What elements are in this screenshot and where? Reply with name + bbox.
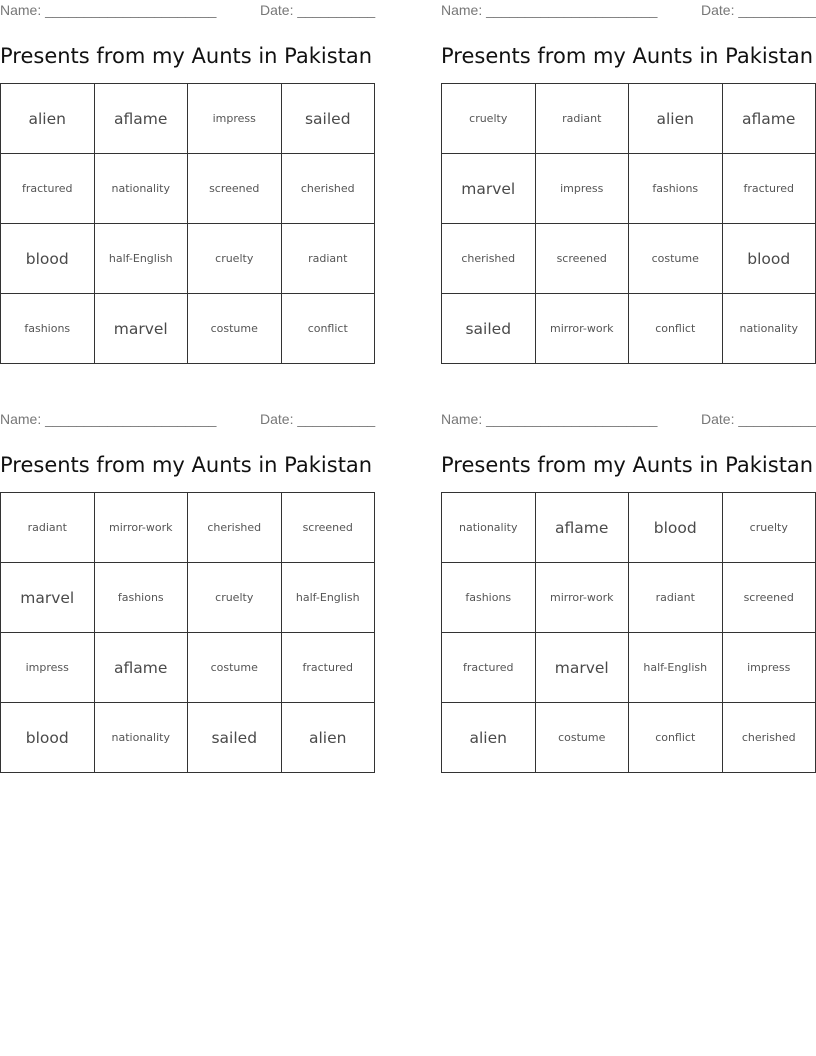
bingo-cell[interactable]: impress [1, 633, 95, 703]
bingo-cell[interactable]: marvel [536, 633, 630, 703]
bingo-cell[interactable]: blood [723, 224, 816, 294]
bingo-cell[interactable]: aflame [95, 633, 189, 703]
bingo-cell[interactable]: fractured [442, 633, 536, 703]
card-title: Presents from my Aunts in Pakistan [0, 453, 373, 477]
bingo-cell[interactable]: cherished [282, 154, 376, 224]
bingo-card-4 [441, 409, 816, 773]
bingo-cell[interactable]: cherished [723, 703, 816, 773]
bingo-cell[interactable]: alien [629, 84, 723, 154]
bingo-cell[interactable]: alien [1, 84, 95, 154]
bingo-cell[interactable]: blood [1, 224, 95, 294]
date-field[interactable]: Date: __________ [260, 411, 376, 427]
bingo-card-1 [0, 0, 375, 364]
bingo-cell[interactable]: cherished [442, 224, 536, 294]
bingo-grid [441, 492, 816, 773]
bingo-cell[interactable]: costume [188, 294, 282, 364]
bingo-cell[interactable]: fashions [1, 294, 95, 364]
bingo-cell[interactable]: screened [282, 493, 376, 563]
name-field[interactable]: Name: ______________________ [0, 2, 217, 18]
bingo-cell[interactable]: mirror-work [536, 563, 630, 633]
name-field[interactable]: Name: ______________________ [0, 411, 217, 427]
bingo-cell[interactable]: conflict [282, 294, 376, 364]
bingo-cell[interactable]: conflict [629, 294, 723, 364]
bingo-cell[interactable]: half-English [629, 633, 723, 703]
bingo-cell[interactable]: screened [188, 154, 282, 224]
name-field[interactable]: Name: ______________________ [441, 411, 658, 427]
bingo-cell[interactable]: sailed [282, 84, 376, 154]
bingo-cell[interactable]: cruelty [442, 84, 536, 154]
card-title: Presents from my Aunts in Pakistan [441, 453, 814, 477]
bingo-cell[interactable]: marvel [95, 294, 189, 364]
bingo-cell[interactable]: cruelty [188, 563, 282, 633]
bingo-cell[interactable]: half-English [95, 224, 189, 294]
date-field[interactable]: Date: __________ [701, 2, 816, 18]
bingo-cell[interactable]: aflame [723, 84, 816, 154]
bingo-cell[interactable]: marvel [1, 563, 95, 633]
bingo-cell[interactable]: radiant [536, 84, 630, 154]
bingo-cell[interactable]: impress [188, 84, 282, 154]
bingo-cell[interactable]: mirror-work [95, 493, 189, 563]
bingo-cell[interactable]: nationality [95, 703, 189, 773]
bingo-cell[interactable]: radiant [1, 493, 95, 563]
bingo-cell[interactable]: marvel [442, 154, 536, 224]
bingo-cell[interactable]: conflict [629, 703, 723, 773]
bingo-cell[interactable]: radiant [629, 563, 723, 633]
card-title: Presents from my Aunts in Pakistan [0, 44, 373, 68]
bingo-cell[interactable]: cruelty [723, 493, 816, 563]
bingo-cell[interactable]: blood [629, 493, 723, 563]
bingo-cell[interactable]: nationality [442, 493, 536, 563]
bingo-cell[interactable]: screened [536, 224, 630, 294]
bingo-cell[interactable]: sailed [442, 294, 536, 364]
bingo-cell[interactable]: fashions [629, 154, 723, 224]
bingo-cell[interactable]: alien [442, 703, 536, 773]
bingo-cell[interactable]: sailed [188, 703, 282, 773]
bingo-grid [0, 83, 375, 364]
bingo-cell[interactable]: costume [629, 224, 723, 294]
bingo-cell[interactable]: nationality [95, 154, 189, 224]
bingo-cell[interactable]: cherished [188, 493, 282, 563]
student-info [441, 0, 816, 22]
bingo-cell[interactable]: aflame [95, 84, 189, 154]
bingo-cell[interactable]: nationality [723, 294, 816, 364]
bingo-card-2 [441, 0, 816, 364]
bingo-cell[interactable]: impress [536, 154, 630, 224]
bingo-cell[interactable]: cruelty [188, 224, 282, 294]
bingo-cell[interactable]: alien [282, 703, 376, 773]
bingo-cell[interactable]: aflame [536, 493, 630, 563]
bingo-cell[interactable]: costume [188, 633, 282, 703]
bingo-cell[interactable]: radiant [282, 224, 376, 294]
student-info [0, 0, 375, 22]
bingo-cell[interactable]: costume [536, 703, 630, 773]
bingo-cell[interactable]: fashions [95, 563, 189, 633]
date-field[interactable]: Date: __________ [260, 2, 376, 18]
bingo-cell[interactable]: fractured [1, 154, 95, 224]
name-field[interactable]: Name: ______________________ [441, 2, 658, 18]
bingo-cell[interactable]: fashions [442, 563, 536, 633]
student-info [0, 409, 375, 431]
bingo-grid [0, 492, 375, 773]
card-title: Presents from my Aunts in Pakistan [441, 44, 814, 68]
bingo-cell[interactable]: screened [723, 563, 816, 633]
bingo-grid [441, 83, 816, 364]
bingo-cell[interactable]: blood [1, 703, 95, 773]
student-info [441, 409, 816, 431]
date-field[interactable]: Date: __________ [701, 411, 816, 427]
bingo-cell[interactable]: fractured [723, 154, 816, 224]
bingo-card-3 [0, 409, 375, 773]
bingo-cell[interactable]: impress [723, 633, 816, 703]
bingo-cell[interactable]: half-English [282, 563, 376, 633]
bingo-cell[interactable]: fractured [282, 633, 376, 703]
bingo-cell[interactable]: mirror-work [536, 294, 630, 364]
